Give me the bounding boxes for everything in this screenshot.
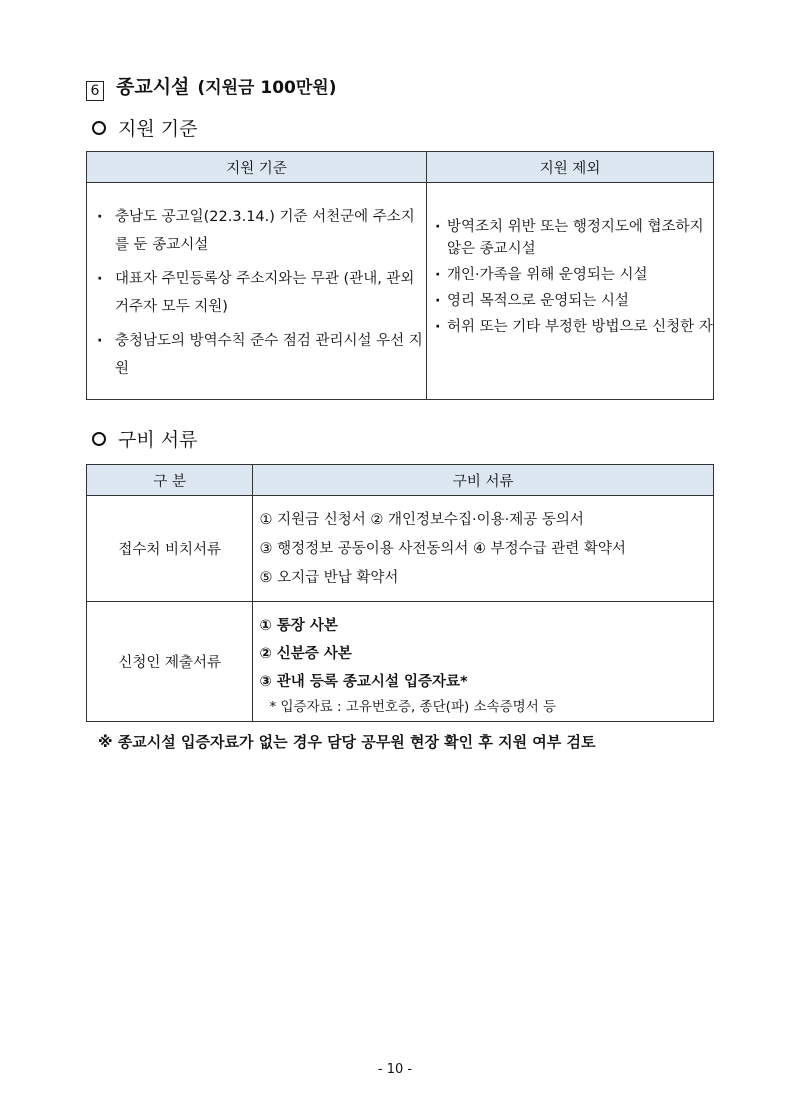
list-item: · 개인·가족을 위해 운영되는 시설: [427, 264, 713, 286]
row-label: 접수처 비치서류: [87, 496, 253, 602]
criteria-cell: [87, 183, 427, 400]
section-title: 종교시설: [116, 76, 190, 98]
subsection-title: 지원 기준: [118, 118, 198, 140]
table-row: [87, 496, 714, 602]
page-number: - 10 -: [377, 1062, 413, 1077]
circle-bullet-icon: [92, 121, 106, 135]
subsection-documents: [92, 425, 197, 452]
row-content: [253, 602, 714, 722]
exclusions-cell: [427, 183, 714, 400]
list-item: · 영리 목적으로 운영되는 시설: [427, 290, 713, 312]
document-note: * 입증자료 : 고유번호증, 종단(파) 소속증명서 등: [269, 699, 557, 715]
subsection-criteria: [92, 114, 197, 141]
list-item: · 허위 또는 기타 부정한 방법으로 신청한 자: [427, 316, 713, 338]
section-number-box: 6: [86, 81, 104, 101]
row-content: [253, 496, 714, 602]
circle-bullet-icon: [92, 432, 106, 446]
list-item: · 충청남도의 방역수칙 준수 점검 관리시설 우선 지원: [87, 327, 426, 383]
documents-table: [86, 464, 714, 722]
document-line: ① 지원금 신청서 ② 개인정보수집·이용·제공 동의서: [259, 512, 584, 528]
list-item: · 방역조치 위반 또는 행정지도에 협조하지 않은 종교시설: [427, 216, 713, 260]
list-item: · 대표자 주민등록상 주소지와는 무관 (관내, 관외 거주자 모두 지원): [87, 265, 426, 321]
criteria-table: [86, 151, 714, 400]
table-row: [87, 602, 714, 722]
table-header: 구 분: [87, 465, 253, 496]
document-line: ⑤ 오지급 반납 확약서: [259, 570, 399, 586]
list-item: · 충남도 공고일(22.3.14.) 기준 서천군에 주소지를 둔 종교시설: [87, 203, 426, 259]
table-header: 지원 제외: [427, 152, 714, 183]
section-subtitle: (지원금 100만원): [197, 78, 337, 98]
document-line: ③ 관내 등록 종교시설 입증자료*: [259, 674, 468, 690]
section-heading: [86, 72, 336, 99]
table-header: 지원 기준: [87, 152, 427, 183]
table-header: 구비 서류: [253, 465, 714, 496]
document-line: ③ 행정정보 공동이용 사전동의서 ④ 부정수급 관련 확약서: [259, 541, 626, 557]
subsection-title: 구비 서류: [118, 429, 198, 451]
document-line: ② 신분증 사본: [259, 646, 352, 662]
row-label: 신청인 제출서류: [87, 602, 253, 722]
footnote: ※ 종교시설 입증자료가 없는 경우 담당 공무원 현장 확인 후 지원 여부 검토: [98, 733, 596, 751]
document-line: ① 통장 사본: [259, 618, 338, 634]
